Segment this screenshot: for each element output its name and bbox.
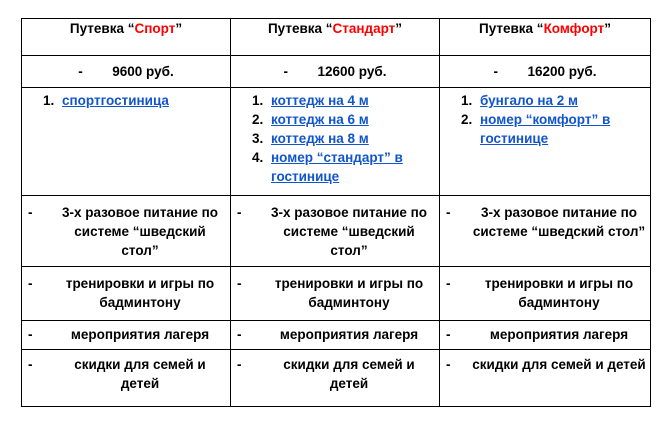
bullet-dash: - [446,327,451,342]
header-prefix: Путевка “ [69,21,135,36]
price-value: 9600 руб. [112,64,174,79]
feature-row-events [22,321,651,350]
list-item [267,129,435,148]
header-prefix: Путевка “ [267,21,333,36]
bullet-dash: - [446,357,451,372]
accommodation-list [26,91,226,110]
accommodation-list [444,91,646,148]
feature-cell [22,321,231,350]
feature-cell [440,267,651,321]
accommodation-row [22,88,651,196]
feature-text: скидки для семей и детей [74,357,206,391]
feature-text: 3-х разовое питание по системе “шведский стол” [270,205,428,258]
header-standard [231,19,440,56]
bullet-dash: - [28,327,33,342]
feature-cell [440,350,651,407]
price-cell-comfort [440,56,651,88]
feature-cell [231,196,440,267]
price-value: 12600 руб. [317,64,387,79]
price-cell-standard [231,56,440,88]
bullet-dash: - [28,357,33,372]
feature-cell [440,196,651,267]
list-item [476,91,646,110]
feature-cell [22,196,231,267]
feature-text: мероприятия лагеря [279,327,419,342]
feature-cell [231,350,440,407]
accommodation-link[interactable]: бунгало на 2 м [480,93,579,108]
price-value: 16200 руб. [527,64,597,79]
bullet-dash: - [237,276,242,291]
header-suffix: ” [395,21,403,36]
header-prefix: Путевка “ [479,21,544,36]
accommodation-link[interactable]: спортгостиница [62,93,169,108]
package-name: Стандарт [332,21,396,36]
list-item [267,110,435,129]
feature-text: тренировки и игры по бадминтону [65,276,215,310]
feature-row-meals [22,196,651,267]
feature-text: 3-х разовое питание по системе “шведский стол” [472,205,646,239]
accommodation-link[interactable]: коттедж на 4 м [271,93,369,108]
header-sport [22,19,231,56]
price-cell-sport [22,56,231,88]
price-row [22,56,651,88]
feature-row-badminton [22,267,651,321]
bullet-dash: - [446,276,451,291]
feature-text: мероприятия лагеря [70,327,210,342]
list-item [267,91,435,110]
header-row [22,19,651,56]
accommodation-link[interactable]: номер “комфорт” в гостинице [480,112,611,146]
bullet-dash: - [78,64,83,79]
accommodation-link[interactable]: номер “стандарт” в гостинице [271,150,403,184]
package-name: Спорт [134,21,176,36]
feature-cell [231,321,440,350]
feature-text: скидки для семей и детей [283,357,415,391]
accommodation-list [235,91,435,186]
list-item [58,91,226,110]
package-name: Комфорт [543,21,605,36]
packages-table [21,18,651,407]
feature-cell [440,321,651,350]
bullet-dash: - [28,276,33,291]
bullet-dash: - [237,205,242,220]
list-item [476,110,646,148]
bullet-dash: - [28,205,33,220]
feature-text: 3-х разовое питание по системе “шведский стол” [61,205,219,258]
feature-text: мероприятия лагеря [489,327,629,342]
header-suffix: ” [604,21,611,36]
bullet-dash: - [237,357,242,372]
accommodation-cell-comfort [440,88,651,196]
accommodation-cell-sport [22,88,231,196]
accommodation-link[interactable]: коттедж на 6 м [271,112,369,127]
feature-cell [231,267,440,321]
accommodation-link[interactable]: коттедж на 8 м [271,131,369,146]
header-suffix: ” [175,21,183,36]
feature-text: тренировки и игры по бадминтону [484,276,634,310]
list-item [267,148,435,186]
bullet-dash: - [237,327,242,342]
bullet-dash: - [493,64,499,79]
feature-text: скидки для семей и детей [472,357,646,372]
header-comfort [440,19,651,56]
feature-cell [22,267,231,321]
feature-row-discounts [22,350,651,407]
feature-cell [22,350,231,407]
bullet-dash: - [283,64,289,79]
accommodation-cell-standard [231,88,440,196]
bullet-dash: - [446,205,451,220]
feature-text: тренировки и игры по бадминтону [274,276,424,310]
